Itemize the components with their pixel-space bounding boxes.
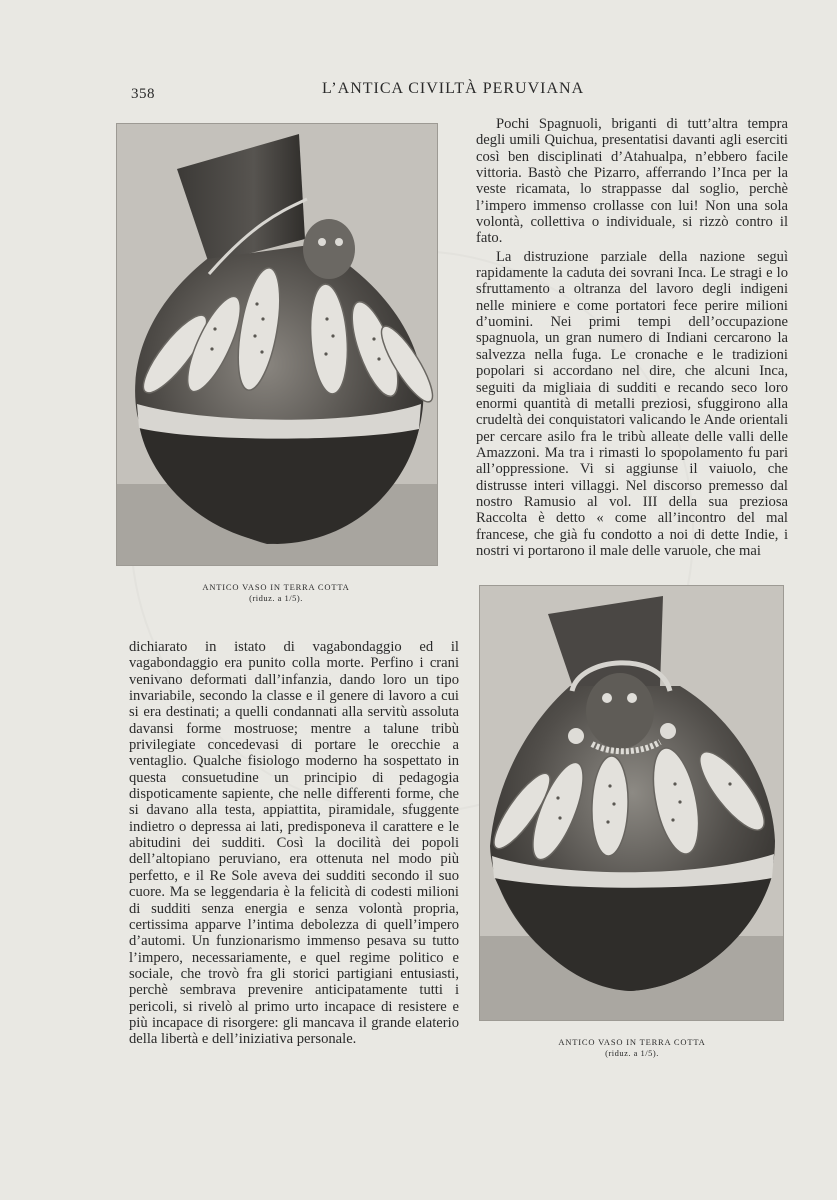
figure-caption-1 xyxy=(176,582,376,604)
vase-illustration-1 xyxy=(117,124,437,565)
figure-caption-2-title: ANTICO VASO IN TERRA COTTA xyxy=(558,1037,706,1047)
paragraph: Pochi Spagnuoli, briganti di tutt’altra tempra degli umili Quichua, presentatisi davanti agli eserciti così ben disciplinati d’Atahualpa, n’ebbero facile vittoria. Bastò che Pizarro, afferrando l’Inca per la veste ricamata, lo strappasse dal soglio, perchè l’impero immenso crollasse con lui! Non una sola volontà, collettiva o individuale, si rizzò contro il fato. xyxy=(476,116,788,247)
left-column-text xyxy=(129,639,459,1048)
figure-caption-1-title: ANTICO VASO IN TERRA COTTA xyxy=(202,582,350,592)
page-number: 358 xyxy=(131,86,155,102)
vase-photo-2 xyxy=(479,585,784,1021)
figure-caption-1-note: (riduz. a 1/5). xyxy=(249,593,303,603)
paragraph: La distruzione parziale della nazione seguì rapidamente la caduta dei sovrani Inca. Le stragi e lo sfruttamento a oltranza del lavoro degli indigeni nelle miniere e come portatori fece perire milioni d’uomini. Nei primi tempi dell’occupazione spagnuola, un gran numero di Indiani cercarono la salvezza nella fuga. Le cronache e le tradizioni popolari si accordano nel dire, che alcuni Inca, seguiti da migliaia di sudditi e recando seco loro enormi quantità di metalli preziosi, sfuggirono alla crudeltà dei conquistatori valicando le Ande orientali per cercare asilo fra le tribù alleate delle valli delle Amazzoni. Ma tra i rimasti lo spopolamento fu pari all’oppressione. Vi si aggiunse il vaiuolo, che distrusse interi villaggi. Nel discorso premesso dal nostro Ramusio al vol. III della sua preziosa Raccolta è detto « come all’incontro del mal francese, che già fu condotto a noi di dette Indie, i nostri vi portarono il male delle varuole, che mai xyxy=(476,248,788,559)
vase-photo-1 xyxy=(116,123,438,566)
right-column-text xyxy=(476,116,788,559)
paragraph: dichiarato in istato di vagabondaggio ed il vagabondaggio era punito colla morte. Perfino i crani venivano deformati dall’infanzia, dando loro un tipo invariabile, secondo la classe e il genere di lavoro a cui si era destinati; a quelli condannati alla servitù assoluta davansi forme mostruose; mentre a talune tribù privilegiate concedevasi di portare le orecchie a ventaglio. Qualche fisiologo moderno ha sospettato in questa consuetudine un principio di pedagogia dispoticamente sapiente, che nelle differenti forme, che si davano alla testa, appiattita, piramidale, sfuggente indietro o depressa ai lati, predisponeva il carattere e le abitudini dei sudditi. Così la docilità dei popoli dell’altopiano peruviano, era ottenuta nel modo più perfetto, e il Re Sole aveva dei sudditi secondo il suo cuore. Ma se leggendaria è la felicità di codesti milioni di sudditi senza energia e senza volontà propria, certissima apparve l’intima debolezza di quell’impero d’automi. Un funzionarismo immenso pesava su tutto l’impero, necessariamente, e quel regime politico e sociale, che trovò fra gli storici partigiani entusiasti, perchè sembrava prevenire anticipatamente tutti i pericoli, si rivelò al primo urto incapace di resistere e più incapace di risorgere: gli mancava il grande elaterio della libertà e dell’iniziativa personale. xyxy=(129,639,459,1048)
figure-caption-2-note: (riduz. a 1/5). xyxy=(605,1048,659,1058)
vase-illustration-2 xyxy=(480,586,783,1020)
running-title: L’ANTICA CIVILTÀ PERUVIANA xyxy=(322,80,585,97)
figure-caption-2 xyxy=(532,1037,732,1059)
